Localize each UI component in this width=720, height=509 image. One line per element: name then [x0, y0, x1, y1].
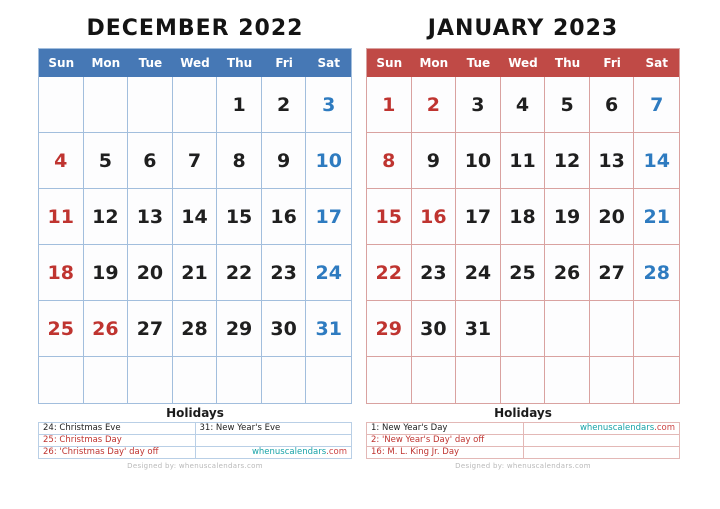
date-cell-9: 9 [262, 133, 307, 189]
holiday-entry: 16: M. L. King Jr. Day [367, 447, 524, 459]
day-header-thu: Thu [545, 49, 590, 77]
day-header-mon: Mon [412, 49, 457, 77]
holiday-row [39, 435, 352, 447]
site-watermark [195, 447, 352, 459]
holiday-row [367, 423, 680, 435]
day-header-fri: Fri [262, 49, 307, 77]
date-cell-30: 30 [412, 301, 457, 357]
holiday-entry: 25: Christmas Day [39, 435, 196, 447]
date-cell-22: 22 [367, 245, 412, 301]
date-cell-9: 9 [412, 133, 457, 189]
day-header-fri: Fri [590, 49, 635, 77]
date-cell-empty [590, 357, 635, 403]
date-cell-2: 2 [262, 77, 307, 133]
date-cell-5: 5 [545, 77, 590, 133]
date-cell-10: 10 [306, 133, 351, 189]
month-title: JANUARY 2023 [427, 16, 619, 41]
date-cell-16: 16 [412, 189, 457, 245]
date-cell-4: 4 [39, 133, 84, 189]
date-cell-20: 20 [590, 189, 635, 245]
holidays-heading: Holidays [494, 406, 552, 420]
date-cell-empty [501, 301, 546, 357]
date-cell-27: 27 [128, 301, 173, 357]
date-cell-3: 3 [306, 77, 351, 133]
date-cell-25: 25 [501, 245, 546, 301]
date-cell-4: 4 [501, 77, 546, 133]
holiday-empty-cell [523, 447, 680, 459]
holiday-row [39, 447, 352, 459]
holiday-entry: 2: 'New Year's Day' day off [367, 435, 524, 447]
date-cell-12: 12 [545, 133, 590, 189]
date-cell-15: 15 [217, 189, 262, 245]
date-cell-23: 23 [262, 245, 307, 301]
holiday-table [38, 422, 352, 459]
date-cell-empty [306, 357, 351, 403]
holiday-entry: 31: New Year's Eve [195, 423, 352, 435]
holiday-empty-cell [195, 435, 352, 447]
holiday-row [367, 435, 680, 447]
designed-by-credit: Designed by: whenuscalendars.com [455, 462, 591, 470]
date-cell-24: 24 [306, 245, 351, 301]
watermark-name: whenuscalendars [579, 423, 655, 433]
date-cell-19: 19 [545, 189, 590, 245]
date-cell-empty [84, 357, 129, 403]
date-cell-3: 3 [456, 77, 501, 133]
date-cell-29: 29 [217, 301, 262, 357]
holiday-row [39, 423, 352, 435]
date-cell-15: 15 [367, 189, 412, 245]
date-cell-27: 27 [590, 245, 635, 301]
holiday-entry: 1: New Year's Day [367, 423, 524, 435]
holiday-table [366, 422, 680, 459]
month-panel-december-2022 [38, 14, 352, 470]
date-cell-empty [173, 77, 218, 133]
date-cell-empty [217, 357, 262, 403]
holidays-heading: Holidays [166, 406, 224, 420]
date-cell-5: 5 [84, 133, 129, 189]
date-cell-26: 26 [545, 245, 590, 301]
date-cell-13: 13 [590, 133, 635, 189]
date-cell-8: 8 [217, 133, 262, 189]
date-cell-20: 20 [128, 245, 173, 301]
date-cell-empty [590, 301, 635, 357]
date-cell-6: 6 [128, 133, 173, 189]
date-cell-31: 31 [456, 301, 501, 357]
date-cell-29: 29 [367, 301, 412, 357]
site-watermark [523, 423, 680, 435]
date-cell-26: 26 [84, 301, 129, 357]
date-cell-10: 10 [456, 133, 501, 189]
date-cell-empty [128, 77, 173, 133]
designed-by-credit: Designed by: whenuscalendars.com [127, 462, 263, 470]
holidays-section [366, 406, 680, 470]
day-header-thu: Thu [217, 49, 262, 77]
day-header-sat: Sat [634, 49, 679, 77]
date-cell-empty [173, 357, 218, 403]
holiday-row [367, 447, 680, 459]
date-cell-1: 1 [217, 77, 262, 133]
date-cell-8: 8 [367, 133, 412, 189]
holiday-entry: 26: 'Christmas Day' day off [39, 447, 196, 459]
day-header-mon: Mon [84, 49, 129, 77]
date-cell-21: 21 [634, 189, 679, 245]
holiday-entry: 24: Christmas Eve [39, 423, 196, 435]
date-cell-empty [501, 357, 546, 403]
month-grid [38, 48, 352, 404]
day-header-sat: Sat [306, 49, 351, 77]
date-cell-empty [545, 301, 590, 357]
date-cell-empty [634, 301, 679, 357]
date-cell-empty [262, 357, 307, 403]
date-cell-19: 19 [84, 245, 129, 301]
date-cell-28: 28 [173, 301, 218, 357]
holidays-section [38, 406, 352, 470]
date-cell-30: 30 [262, 301, 307, 357]
date-cell-empty [412, 357, 457, 403]
date-cell-14: 14 [634, 133, 679, 189]
month-grid [366, 48, 680, 404]
watermark-name: whenuscalendars [251, 447, 327, 457]
date-cell-25: 25 [39, 301, 84, 357]
date-cell-11: 11 [39, 189, 84, 245]
date-cell-11: 11 [501, 133, 546, 189]
date-cell-empty [367, 357, 412, 403]
date-cell-31: 31 [306, 301, 351, 357]
date-cell-22: 22 [217, 245, 262, 301]
month-panel-january-2023 [366, 14, 680, 470]
day-header-wed: Wed [501, 49, 546, 77]
date-cell-2: 2 [412, 77, 457, 133]
date-cell-23: 23 [412, 245, 457, 301]
date-cell-13: 13 [128, 189, 173, 245]
day-header-tue: Tue [456, 49, 501, 77]
date-cell-18: 18 [501, 189, 546, 245]
date-cell-empty [39, 77, 84, 133]
date-cell-12: 12 [84, 189, 129, 245]
date-cell-28: 28 [634, 245, 679, 301]
date-cell-1: 1 [367, 77, 412, 133]
date-cell-7: 7 [173, 133, 218, 189]
watermark-tld: .com [326, 447, 347, 457]
date-cell-24: 24 [456, 245, 501, 301]
date-cell-18: 18 [39, 245, 84, 301]
date-cell-17: 17 [456, 189, 501, 245]
date-cell-empty [545, 357, 590, 403]
holiday-empty-cell [523, 435, 680, 447]
date-cell-empty [456, 357, 501, 403]
day-header-tue: Tue [128, 49, 173, 77]
date-cell-7: 7 [634, 77, 679, 133]
date-cell-empty [128, 357, 173, 403]
date-cell-16: 16 [262, 189, 307, 245]
day-header-sun: Sun [367, 49, 412, 77]
date-cell-empty [39, 357, 84, 403]
day-header-sun: Sun [39, 49, 84, 77]
watermark-tld: .com [654, 423, 675, 433]
date-cell-empty [634, 357, 679, 403]
date-cell-14: 14 [173, 189, 218, 245]
date-cell-21: 21 [173, 245, 218, 301]
date-cell-17: 17 [306, 189, 351, 245]
date-cell-empty [84, 77, 129, 133]
month-title: DECEMBER 2022 [86, 16, 304, 41]
date-cell-6: 6 [590, 77, 635, 133]
day-header-wed: Wed [173, 49, 218, 77]
